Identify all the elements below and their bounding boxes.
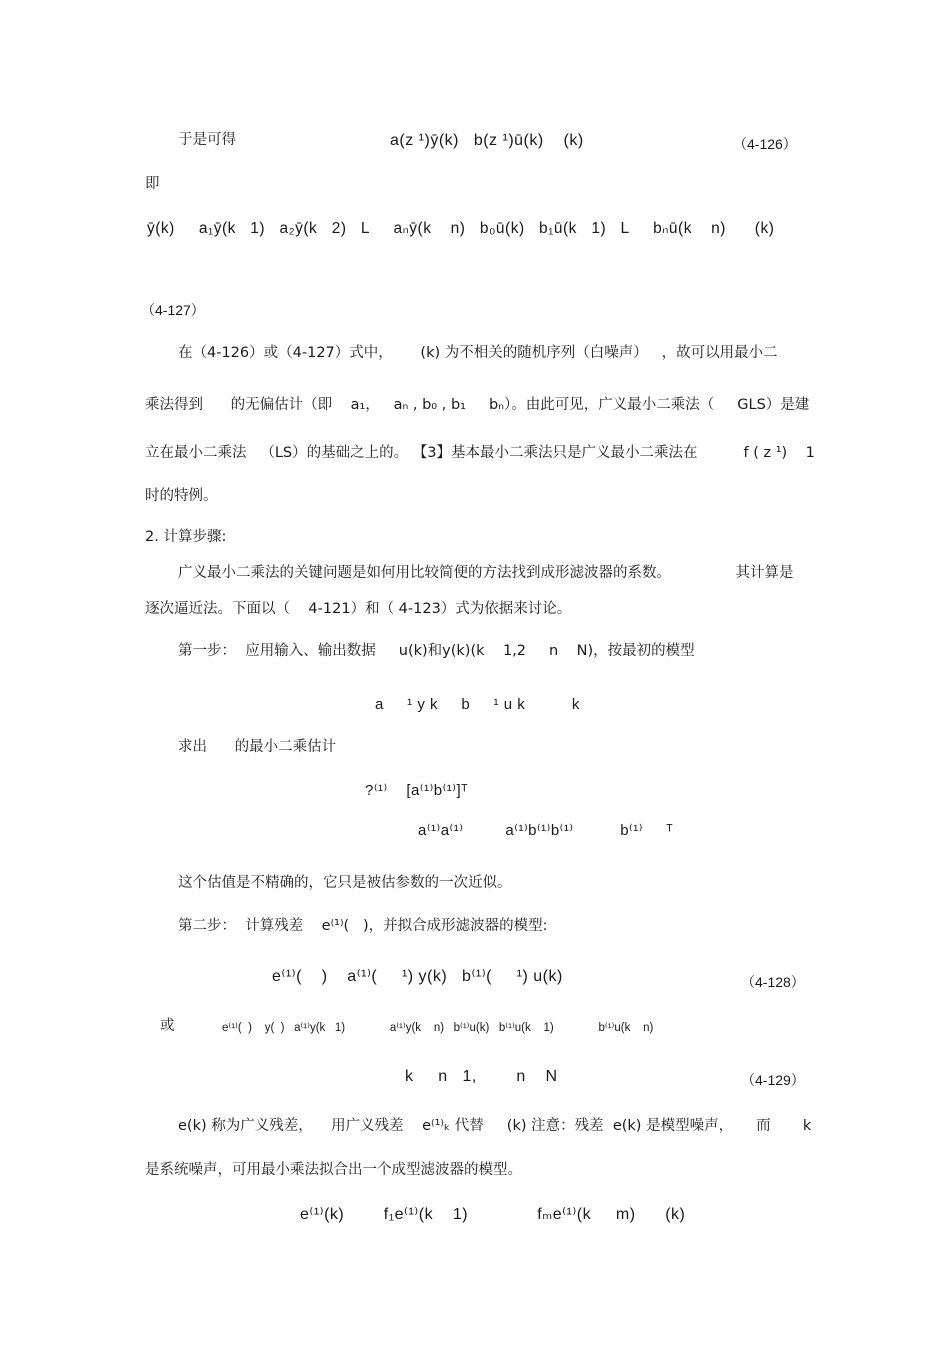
paragraph-line: 逐次逼近法。下面以（ 4-121）和（ 4-123）式为依据来讨论。: [145, 601, 572, 617]
equation: ?⁽¹⁾ [a⁽¹⁾b⁽¹⁾]ᵀ: [365, 782, 469, 799]
equation: a(z ¹)ȳ(k) b(z ¹)ū(k) (k): [390, 132, 584, 149]
paragraph-line: 这个估值是不精确的，它只是被估参数的一次近似。: [178, 875, 512, 891]
paragraph-line: e(k) 称为广义残差， 用广义残差 e⁽¹⁾ₖ 代替 (k) 注意：残差 e(k) 是模型噪声， 而 k: [178, 1118, 812, 1134]
text-line: 于是可得: [178, 132, 236, 148]
paragraph-line: 时的特例。: [145, 488, 218, 504]
equation: e⁽¹⁾(k) f₁e⁽¹⁾(k 1) fₘe⁽¹⁾(k m) (k): [300, 1206, 686, 1223]
equation: ȳ(k) a₁ȳ(k 1) a₂ȳ(k 2) L aₙȳ(k n) b₀ū(k) b₁ū(k 1) L bₙū(k n) (k): [147, 220, 775, 237]
paragraph-line: 立在最小二乘法 （LS）的基础之上的。 【3】基本最小二乘法只是广义最小二乘法在 f ( z ¹) 1: [145, 445, 815, 461]
paragraph-line: 第一步： 应用输入、输出数据 u(k)和y(k)(k 1,2 n N)，按最初的模型: [178, 643, 695, 659]
paragraph-line: 乘法得到 的无偏估计（即 a₁， aₙ , b₀ , b₁ bₙ）。由此可见，广义最小二乘法（ GLS）是建: [145, 397, 810, 413]
equation-number: （4-128）: [741, 974, 805, 990]
equation-number: （4-127）: [141, 302, 205, 318]
paragraph-line: 在（4-126）或（4-127）式中， (k) 为不相关的随机序列（白噪声） ，故可以用最小二: [178, 345, 778, 361]
paragraph-line: 广义最小二乘法的关键问题是如何用比较简便的方法找到成形滤波器的系数。 其计算是: [178, 565, 794, 581]
equation: a ¹ y k b ¹ u k k: [375, 696, 580, 713]
text-line: 即: [145, 176, 160, 192]
equation: k n 1, n N: [405, 1068, 558, 1085]
equation: a⁽¹⁾a⁽¹⁾ a⁽¹⁾b⁽¹⁾b⁽¹⁾ b⁽¹⁾ ᵀ: [418, 822, 674, 839]
paragraph-line: 是系统噪声，可用最小乘法拟合出一个成型滤波器的模型。: [145, 1162, 522, 1178]
paragraph-line: 第二步： 计算残差 e⁽¹⁾( )，并拟合成形滤波器的模型:: [178, 918, 548, 934]
equation: e⁽¹⁾( ) a⁽¹⁾( ¹) y(k) b⁽¹⁾( ¹) u(k): [272, 968, 563, 985]
paragraph-line: 求出 的最小二乘估计: [178, 739, 337, 755]
equation: e⁽¹⁾( ) y( ) a⁽¹⁾y(k 1) a⁽¹⁾y(k n) b⁽¹⁾u(k) b⁽¹⁾u(k 1) b⁽¹⁾u(k n): [222, 1022, 654, 1034]
equation-number: （4-129）: [741, 1072, 805, 1088]
section-heading: 2. 计算步骤:: [145, 529, 227, 545]
equation-number: （4-126）: [733, 136, 797, 152]
text-line: 或: [160, 1018, 175, 1034]
